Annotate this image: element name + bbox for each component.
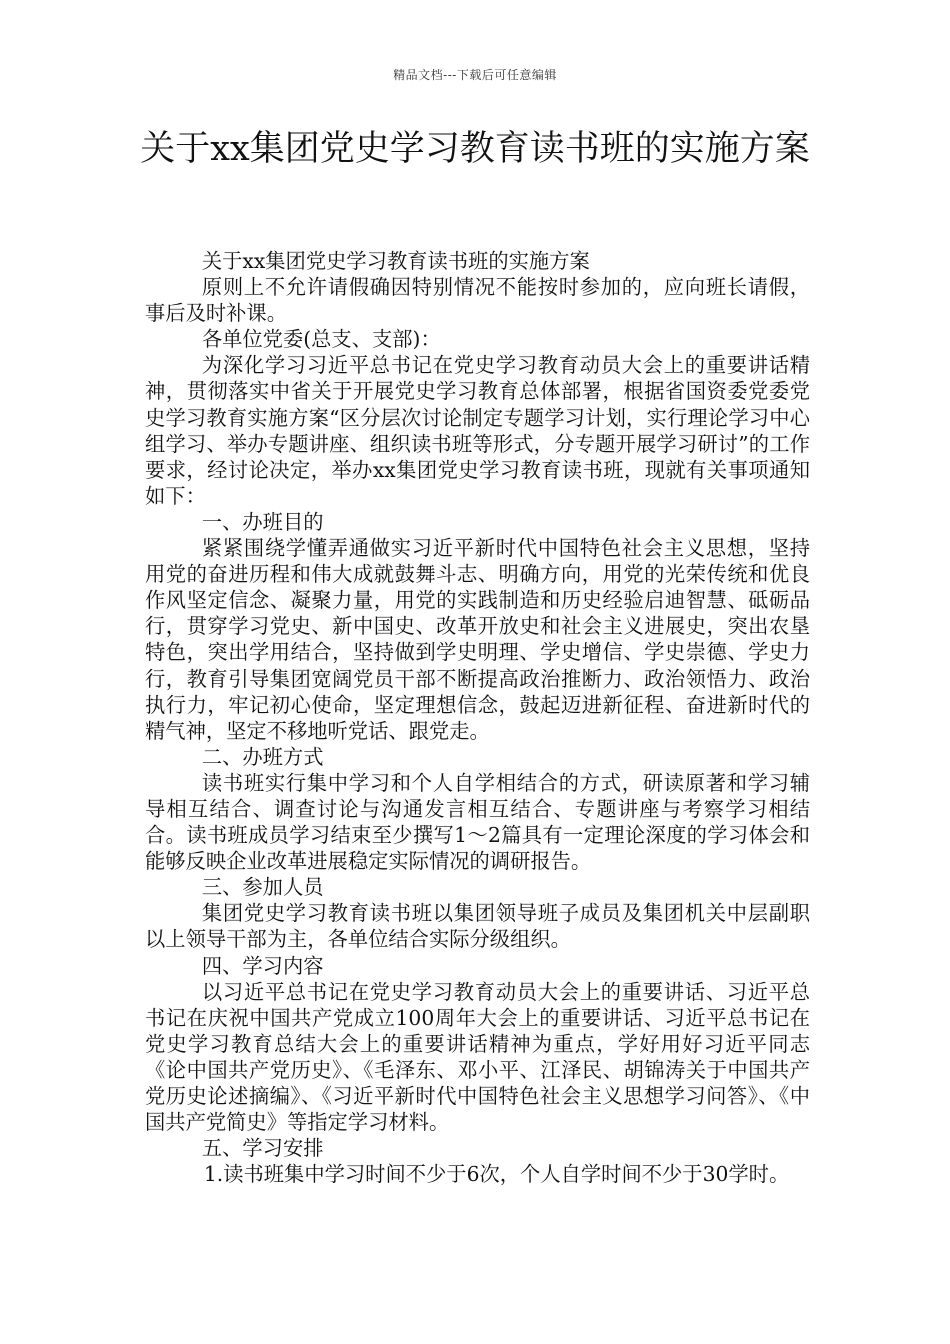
- paragraph-participants: 集团党史学习教育读书班以集团领导班子成员及集团机关中层副职以上领导干部为主，各单位结合实际分级组织。: [145, 901, 810, 952]
- header-note: 精品文档---下载后可任意编辑: [393, 68, 557, 82]
- section-heading-content: 四、学习内容: [201, 953, 324, 978]
- paragraph-purpose: 紧紧围绕学懂弄通做实习近平新时代中国特色社会主义思想，坚持用党的奋进历程和伟大成就鼓舞斗志、明确方向，用党的光荣传统和优良作风坚定信念、凝聚力量，用党的实践制造和历史经验启迪智慧、砥砺品行，贯穿学习党史、新中国史、改革开放史和社会主义进展史，突出农垦特色，突出学用结合，坚持做到学史明理、学史增信、学史崇德、学史力行，教育引导集团宽阔党员干部不断提高政治推断力、政治领悟力、政治执行力，牢记初心使命，坚定理想信念，鼓起迈进新征程、奋进新时代的精气神，坚定不移地听党话、跟党走。: [145, 536, 810, 743]
- paragraph-subtitle: 关于xx集团党史学习教育读书班的实施方案: [201, 249, 590, 273]
- paragraph-intro: 为深化学习习近平总书记在党史学习教育动员大会上的重要讲话精神，贯彻落实中省关于开展党史学习教育总体部署，根据省国资委党委党史学习教育实施方案“区分层次讨论制定专题学习计划，实行理论学习中心组学习、举办专题讲座、组织读书班等形式，分专题开展学习研讨”的工作要求，经讨论决定，举办xx集团党史学习教育读书班，现就有关事项通知如下：: [145, 353, 810, 508]
- paragraph-schedule-item-1: 1.读书班集中学习时间不少于6次，个人自学时间不少于30学时。: [203, 1162, 790, 1187]
- section-heading-schedule: 五、学习安排: [201, 1136, 324, 1161]
- section-heading-purpose: 一、办班目的: [201, 509, 324, 534]
- paragraph-content: 以习近平总书记在党史学习教育动员大会上的重要讲话、习近平总书记在庆祝中国共产党成立100周年大会上的重要讲话、习近平总书记在党史学习教育总结大会上的重要讲话精神为重点，学好用好习近平同志《论中国共产党历史》、《毛泽东、邓小平、江泽民、胡锦涛关于中国共产党历史论述摘编》、《习近平新时代中国特色社会主义思想学习问答》、《中国共产党简史》等指定学习材料。: [145, 979, 810, 1135]
- section-heading-method: 二、办班方式: [201, 744, 324, 769]
- document-body: [145, 248, 810, 1187]
- paragraph-method: 读书班实行集中学习和个人自学相结合的方式，研读原著和学习辅导相互结合、调查讨论与沟通发言相互结合、专题讲座与考察学习相结合。读书班成员学习结束至少撰写1～2篇具有一定理论深度的学习体会和能够反映企业改革进展稳定实际情况的调研报告。: [145, 770, 810, 874]
- paragraph-leave-rule: 原则上不允许请假确因特别情况不能按时参加的，应向班长请假，事后及时补课。: [145, 275, 810, 326]
- section-heading-participants: 三、参加人员: [201, 875, 324, 900]
- document-title: 关于xx集团党史学习教育读书班的实施方案: [140, 129, 810, 169]
- paragraph-addressee: 各单位党委(总支、支部)：: [201, 327, 441, 352]
